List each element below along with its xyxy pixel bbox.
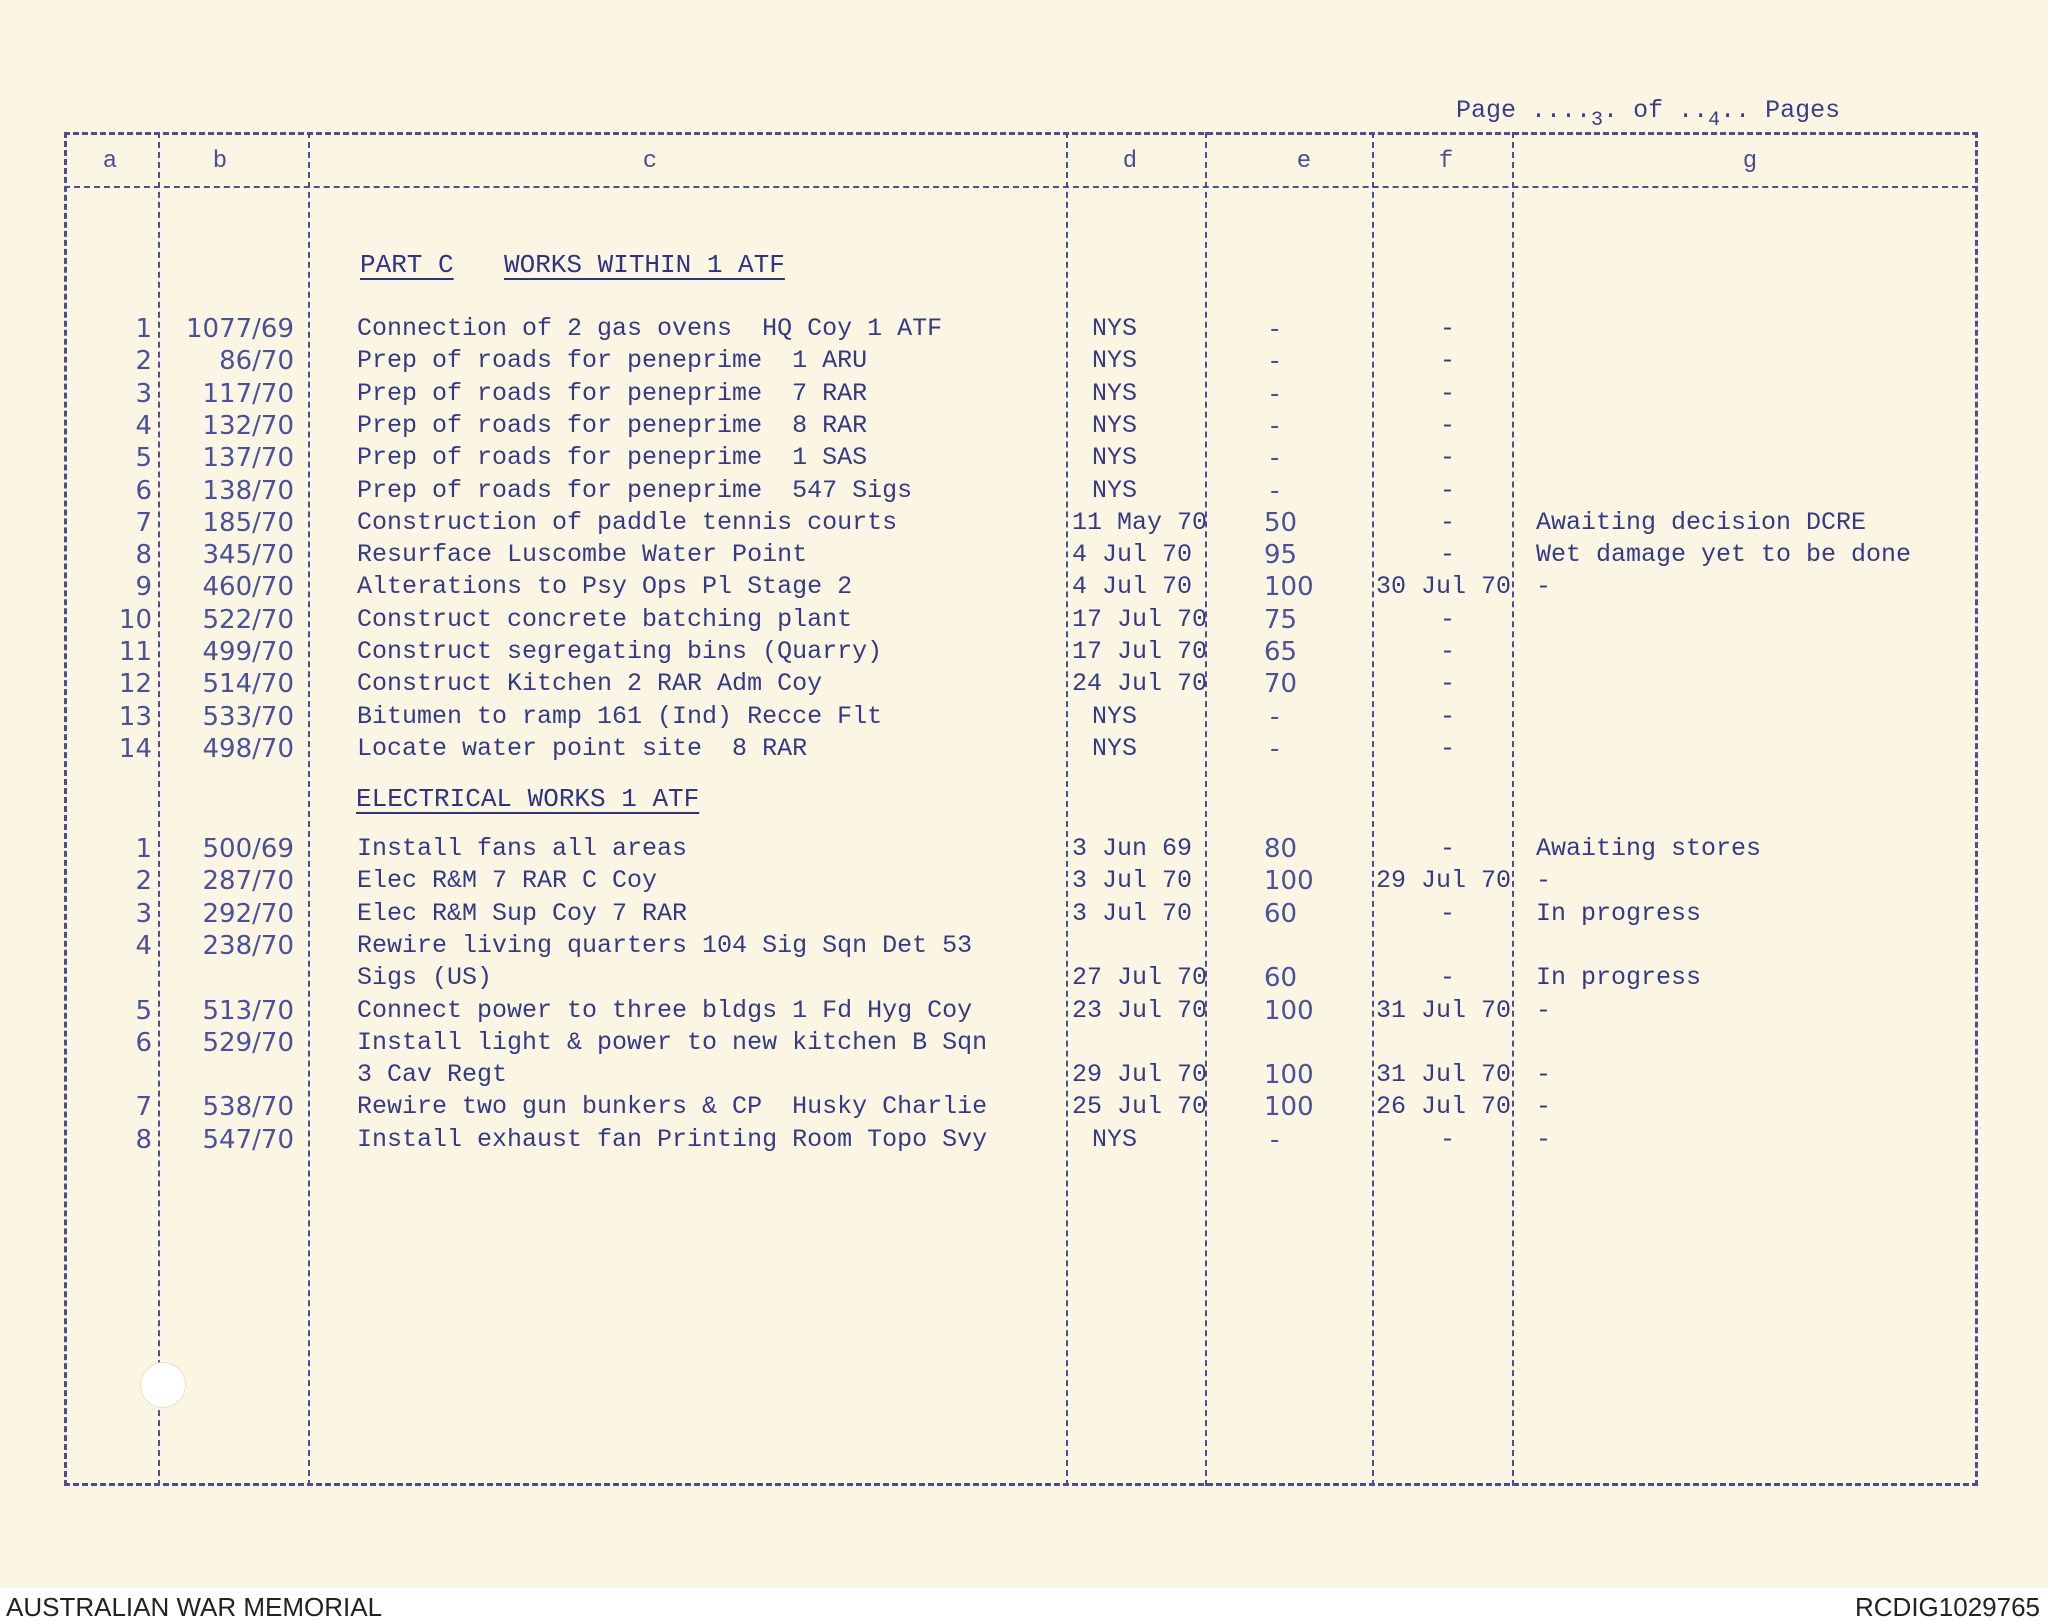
row-job-number: 132/70 — [202, 410, 294, 441]
row-start-date: 29 Jul 70 — [1072, 1060, 1208, 1090]
row-description: Elec R&M Sup Coy 7 RAR — [357, 898, 688, 928]
row-description: Connection of 2 gas ovens HQ Coy 1 ATF — [357, 314, 943, 343]
row-start-date: 25 Jul 70 — [1072, 1092, 1208, 1122]
row-description: Prep of roads for peneprime 1 SAS — [357, 443, 868, 473]
row-percent-complete: 60 — [1264, 963, 1298, 994]
row-start-date: 23 Jul 70 — [1072, 995, 1208, 1025]
row-start-date: NYS — [1092, 443, 1138, 473]
row-percent-complete: - — [1270, 314, 1280, 344]
row-completion-date: - — [1440, 1124, 1456, 1154]
column-header-g: g — [1742, 148, 1758, 175]
row-item-number: 3 — [135, 378, 152, 409]
row-start-date: NYS — [1092, 410, 1138, 440]
part-c-title: WORKS WITHIN 1 ATF — [504, 250, 785, 280]
row-description: Locate water point site 8 RAR — [357, 733, 808, 763]
row-remarks: Awaiting stores — [1536, 834, 1762, 863]
row-description: Elec R&M 7 RAR C Coy — [357, 866, 658, 896]
row-job-number: 514/70 — [202, 669, 294, 700]
row-start-date: NYS — [1092, 701, 1138, 731]
page-number: Page $...._3$. of $.._4$.. Pages — [1456, 96, 1841, 132]
row-remarks: Wet damage yet to be done — [1536, 540, 1912, 570]
row-completion-date: - — [1440, 540, 1456, 570]
row-percent-complete: - — [1270, 378, 1280, 409]
row-percent-complete: 100 — [1264, 866, 1314, 897]
row-description: Construct segregating bins (Quarry) — [357, 637, 883, 666]
row-job-number: 1077/69 — [185, 314, 294, 344]
row-remarks: - — [1536, 995, 1552, 1025]
row-percent-complete: 80 — [1264, 834, 1298, 864]
row-completion-date: - — [1440, 475, 1456, 505]
row-job-number: 533/70 — [202, 701, 294, 732]
row-completion-date: - — [1440, 669, 1456, 699]
row-description: Construct Kitchen 2 RAR Adm Coy — [357, 669, 823, 699]
footer-ref: RCDIG1029765 — [1855, 1592, 2040, 1622]
row-job-number: 500/69 — [202, 834, 294, 864]
row-description: Rewire two gun bunkers & CP Husky Charlie — [357, 1092, 988, 1122]
row-percent-complete: - — [1270, 701, 1280, 732]
row-remarks: In progress — [1536, 963, 1702, 993]
row-completion-date: - — [1440, 701, 1456, 731]
row-description: Prep of roads for peneprime 1 ARU — [357, 346, 868, 376]
column-divider — [158, 132, 160, 1486]
column-header-c: c — [642, 148, 658, 175]
row-item-number: 6 — [135, 475, 152, 506]
row-percent-complete: - — [1270, 1124, 1280, 1155]
row-completion-date: - — [1440, 604, 1456, 634]
row-job-number: 238/70 — [202, 930, 294, 961]
row-percent-complete: 95 — [1264, 540, 1298, 571]
row-item-number: 13 — [118, 701, 152, 732]
row-description: Install light & power to new kitchen B Sqn — [357, 1027, 988, 1057]
row-start-date: 4 Jul 70 — [1072, 540, 1193, 570]
row-start-date: NYS — [1092, 475, 1138, 505]
row-job-number: 499/70 — [202, 637, 294, 667]
row-item-number: 5 — [135, 995, 152, 1026]
row-start-date: 3 Jul 70 — [1072, 866, 1193, 896]
row-percent-complete: 65 — [1264, 637, 1298, 667]
row-completion-date: - — [1440, 898, 1456, 928]
row-item-number: 14 — [118, 733, 152, 764]
row-completion-date: - — [1440, 314, 1456, 343]
row-start-date: 4 Jul 70 — [1072, 572, 1193, 602]
row-percent-complete: 75 — [1264, 604, 1298, 635]
row-item-number: 10 — [118, 604, 152, 635]
row-item-number: 6 — [135, 1027, 152, 1058]
row-job-number: 538/70 — [202, 1092, 294, 1123]
row-percent-complete: 100 — [1264, 1060, 1314, 1091]
row-description: Construction of paddle tennis courts — [357, 507, 898, 537]
row-start-date: NYS — [1092, 346, 1138, 376]
row-item-number: 5 — [135, 443, 152, 474]
row-completion-date: 29 Jul 70 — [1376, 866, 1512, 896]
row-job-number: 137/70 — [202, 443, 294, 474]
row-start-date: NYS — [1092, 733, 1138, 763]
row-percent-complete: - — [1270, 346, 1280, 377]
row-remarks: - — [1536, 1060, 1552, 1090]
row-start-date: NYS — [1092, 314, 1138, 343]
row-job-number: 513/70 — [202, 995, 294, 1026]
header-divider — [64, 186, 1978, 188]
row-completion-date: - — [1440, 378, 1456, 408]
row-completion-date: 26 Jul 70 — [1376, 1092, 1512, 1122]
row-item-number: 1 — [135, 834, 152, 864]
row-percent-complete: 100 — [1264, 995, 1314, 1026]
row-job-number: 547/70 — [202, 1124, 294, 1155]
row-start-date: 3 Jun 69 — [1072, 834, 1193, 863]
footer-archive: AUSTRALIAN WAR MEMORIAL — [6, 1592, 383, 1622]
row-item-number: 2 — [135, 346, 152, 377]
column-header-f: f — [1438, 148, 1454, 175]
row-percent-complete: - — [1270, 443, 1280, 474]
column-divider — [1066, 132, 1068, 1486]
row-percent-complete: 70 — [1264, 669, 1298, 700]
row-percent-complete: - — [1270, 475, 1280, 506]
electrical-title: ELECTRICAL WORKS 1 ATF — [356, 784, 700, 814]
row-completion-date: - — [1440, 733, 1456, 763]
row-job-number: 498/70 — [202, 733, 294, 764]
row-job-number: 522/70 — [202, 604, 294, 635]
row-start-date: NYS — [1092, 1124, 1138, 1154]
row-completion-date: 30 Jul 70 — [1376, 572, 1512, 602]
row-item-number: 7 — [135, 1092, 152, 1123]
row-completion-date: - — [1440, 443, 1456, 473]
row-description: Prep of roads for peneprime 8 RAR — [357, 410, 868, 440]
row-completion-date: - — [1440, 637, 1456, 666]
row-item-number: 2 — [135, 866, 152, 897]
row-item-number: 12 — [118, 669, 152, 700]
row-item-number: 8 — [135, 1124, 152, 1155]
row-job-number: 86/70 — [219, 346, 294, 377]
row-start-date: 11 May 70 — [1072, 507, 1208, 537]
row-percent-complete: - — [1270, 410, 1280, 441]
row-description: Bitumen to ramp 161 (Ind) Recce Flt — [357, 701, 883, 731]
row-job-number: 460/70 — [202, 572, 294, 603]
row-completion-date: - — [1440, 834, 1456, 863]
row-percent-complete: 60 — [1264, 898, 1298, 929]
row-job-number: 185/70 — [202, 507, 294, 538]
row-completion-date: - — [1440, 410, 1456, 440]
row-item-number: 8 — [135, 540, 152, 571]
row-description: Connect power to three bldgs 1 Fd Hyg Coy — [357, 995, 973, 1025]
column-divider — [308, 132, 310, 1486]
row-completion-date: - — [1440, 346, 1456, 376]
column-header-e: e — [1296, 148, 1312, 175]
row-start-date: 27 Jul 70 — [1072, 963, 1208, 993]
row-completion-date: - — [1440, 507, 1456, 537]
row-completion-date: - — [1440, 963, 1456, 993]
punch-hole — [140, 1362, 186, 1408]
row-start-date: 24 Jul 70 — [1072, 669, 1208, 699]
row-description: Prep of roads for peneprime 547 Sigs — [357, 475, 913, 505]
row-start-date: 17 Jul 70 — [1072, 637, 1208, 666]
row-remarks: - — [1536, 572, 1552, 602]
row-remarks: - — [1536, 1124, 1552, 1154]
part-c-label: PART C — [360, 250, 454, 280]
row-item-number: 7 — [135, 507, 152, 538]
row-description: Resurface Luscombe Water Point — [357, 540, 808, 570]
row-job-number: 138/70 — [202, 475, 294, 506]
column-header-b: b — [212, 148, 228, 175]
row-job-number: 529/70 — [202, 1027, 294, 1058]
row-description: Construct concrete batching plant — [357, 604, 853, 634]
row-description: Prep of roads for peneprime 7 RAR — [357, 378, 868, 408]
row-item-number: 9 — [135, 572, 152, 603]
row-description: Install exhaust fan Printing Room Topo Svy — [357, 1124, 988, 1154]
row-percent-complete: 100 — [1264, 572, 1314, 603]
row-start-date: 17 Jul 70 — [1072, 604, 1208, 634]
row-description: Alterations to Psy Ops Pl Stage 2 — [357, 572, 853, 602]
column-header-d: d — [1122, 148, 1138, 175]
column-header-a: a — [102, 148, 118, 175]
column-divider — [1372, 132, 1374, 1486]
row-item-number: 1 — [135, 314, 152, 344]
row-job-number: 292/70 — [202, 898, 294, 929]
row-item-number: 4 — [135, 410, 152, 441]
row-job-number: 345/70 — [202, 540, 294, 571]
row-start-date: 3 Jul 70 — [1072, 898, 1193, 928]
row-description-continued: Sigs (US) — [357, 963, 493, 993]
row-description: Rewire living quarters 104 Sig Sqn Det 53 — [357, 930, 973, 960]
row-description-continued: 3 Cav Regt — [357, 1060, 508, 1090]
row-remarks: - — [1536, 1092, 1552, 1122]
row-item-number: 3 — [135, 898, 152, 929]
row-remarks: Awaiting decision DCRE — [1536, 507, 1867, 537]
row-job-number: 117/70 — [202, 378, 294, 409]
row-completion-date: 31 Jul 70 — [1376, 1060, 1512, 1090]
row-description: Install fans all areas — [357, 834, 688, 863]
row-remarks: - — [1536, 866, 1552, 896]
row-start-date: NYS — [1092, 378, 1138, 408]
row-job-number: 287/70 — [202, 866, 294, 897]
row-percent-complete: 50 — [1264, 507, 1298, 538]
row-remarks: In progress — [1536, 898, 1702, 928]
row-item-number: 11 — [118, 637, 152, 667]
row-completion-date: 31 Jul 70 — [1376, 995, 1512, 1025]
row-item-number: 4 — [135, 930, 152, 961]
row-percent-complete: 100 — [1264, 1092, 1314, 1123]
row-percent-complete: - — [1270, 733, 1280, 764]
